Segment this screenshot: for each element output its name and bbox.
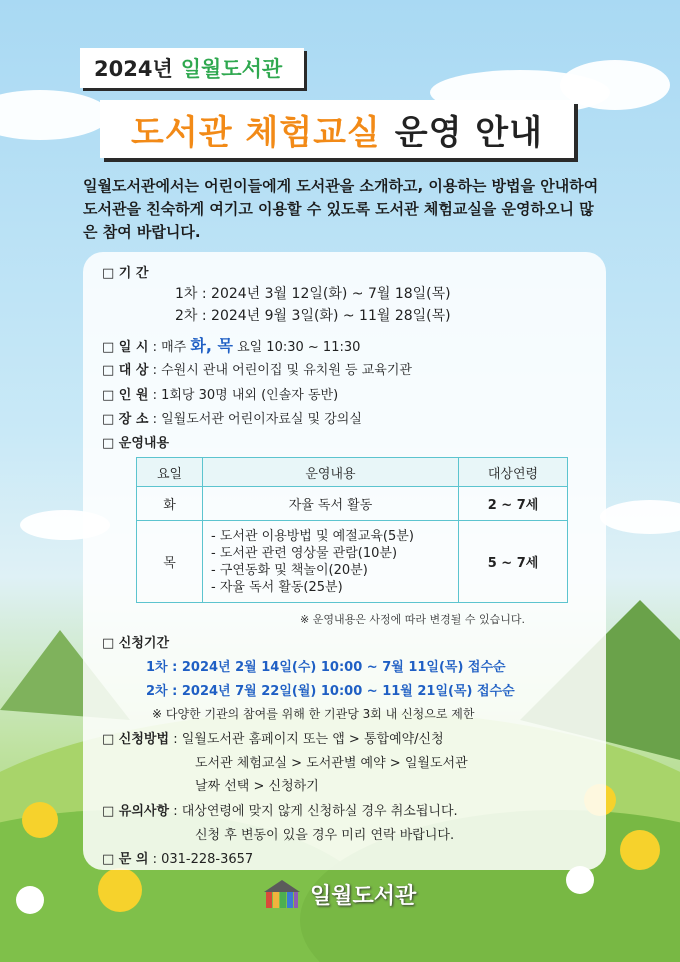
notice-label: □ 유의사항	[102, 804, 170, 819]
contact-label: □ 문 의	[102, 852, 149, 867]
apply-period-label: □ 신청기간	[102, 636, 170, 651]
apply-method-label: □ 신청방법	[102, 732, 170, 747]
content-item: - 자율 독서 활동(25분)	[211, 579, 343, 595]
notice-row	[102, 800, 458, 819]
schedule-label: □ 일 시	[102, 340, 149, 355]
table-cell-age: 2 ~ 7세	[459, 487, 568, 521]
contact-value: : 031-228-3657	[152, 852, 254, 867]
table-cell-day: 화	[137, 487, 203, 521]
place-row	[102, 408, 362, 427]
apply-method-line3: 날짜 선택 > 신청하기	[195, 779, 319, 794]
people-value: : 1회당 30명 내외 (인솔자 동반)	[152, 388, 339, 403]
table-note: ※ 운영내용은 사정에 따라 변경될 수 있습니다.	[300, 613, 525, 626]
content-item: - 도서관 관련 영상물 관람(10분)	[211, 545, 398, 561]
schedule-prefix: : 매주	[152, 340, 191, 355]
title-banner	[100, 100, 574, 158]
apply-period-second: 2차 : 2024년 7월 22일(월) 10:00 ~ 11월 21일(목) 접수순	[146, 684, 515, 699]
apply-method-row	[102, 728, 444, 747]
title-highlight: 도서관 체험교실	[131, 112, 381, 153]
table-header: 운영내용	[203, 458, 459, 487]
header-banner	[80, 48, 304, 88]
table-header: 대상연령	[459, 458, 568, 487]
target-row	[102, 359, 412, 378]
intro-text: 일월도서관에서는 어린이들에게 도서관을 소개하고, 이용하는 방법을 안내하여 도서관을 친숙하게 여기고 이용할 수 있도록 도서관 체험교실을 운영하오니 많은 참여 바랍니다.	[83, 177, 599, 241]
place-label: □ 장 소	[102, 412, 149, 427]
contact-row	[102, 848, 253, 867]
period-second: 2차 : 2024년 9월 3일(화) ~ 11월 28일(목)	[175, 308, 451, 324]
content-item: - 구연동화 및 책놀이(20분)	[211, 562, 368, 578]
apply-period-note: ※ 다양한 기관의 참여를 위해 한 기관당 3회 내 신청으로 제한	[152, 707, 475, 721]
period-first: 1차 : 2024년 3월 12일(화) ~ 7월 18일(목)	[175, 286, 451, 302]
notice-line2: 신청 후 변동이 있을 경우 미리 연락 바랍니다.	[195, 828, 455, 843]
period-label: □ 기 간	[102, 266, 149, 281]
table-row	[137, 521, 568, 603]
schedule-suffix: 요일 10:30 ~ 11:30	[237, 340, 361, 355]
apply-method-line1: : 일월도서관 홈페이지 또는 앱 > 통합예약/신청	[173, 732, 444, 747]
notice-line1: : 대상연령에 맞지 않게 신청하실 경우 취소됩니다.	[173, 804, 458, 819]
footer-logo	[260, 878, 416, 910]
target-value: : 수원시 관내 어린이집 및 유치원 등 교육기관	[152, 363, 412, 378]
table-cell-day: 목	[137, 521, 203, 603]
schedule-row	[102, 333, 360, 356]
target-label: □ 대 상	[102, 363, 149, 378]
table-cell-content	[203, 521, 459, 603]
place-value: : 일월도서관 어린이자료실 및 강의실	[152, 412, 362, 427]
library-logo-icon	[260, 878, 304, 910]
schedule-days: 화, 목	[190, 336, 233, 355]
title-rest: 운영 안내	[394, 112, 543, 153]
apply-method-line2: 도서관 체험교실 > 도서관별 예약 > 일월도서관	[195, 756, 468, 771]
table-header: 요일	[137, 458, 203, 487]
table-row	[137, 487, 568, 521]
header-year: 2024년	[94, 57, 173, 81]
content-label: □ 운영내용	[102, 436, 170, 451]
apply-period-first: 1차 : 2024년 2월 14일(수) 10:00 ~ 7월 11일(목) 접수순	[146, 660, 506, 675]
footer-logo-text: 일월도서관	[310, 883, 417, 909]
table-cell-content: 자율 독서 활동	[203, 487, 459, 521]
people-row	[102, 384, 338, 403]
cloud	[560, 60, 670, 110]
table-header-row	[137, 458, 568, 487]
table-cell-age: 5 ~ 7세	[459, 521, 568, 603]
operation-table	[136, 457, 568, 603]
header-library-name: 일월도서관	[180, 57, 283, 81]
content-item: - 도서관 이용방법 및 예절교육(5분)	[211, 528, 414, 544]
people-label: □ 인 원	[102, 388, 149, 403]
